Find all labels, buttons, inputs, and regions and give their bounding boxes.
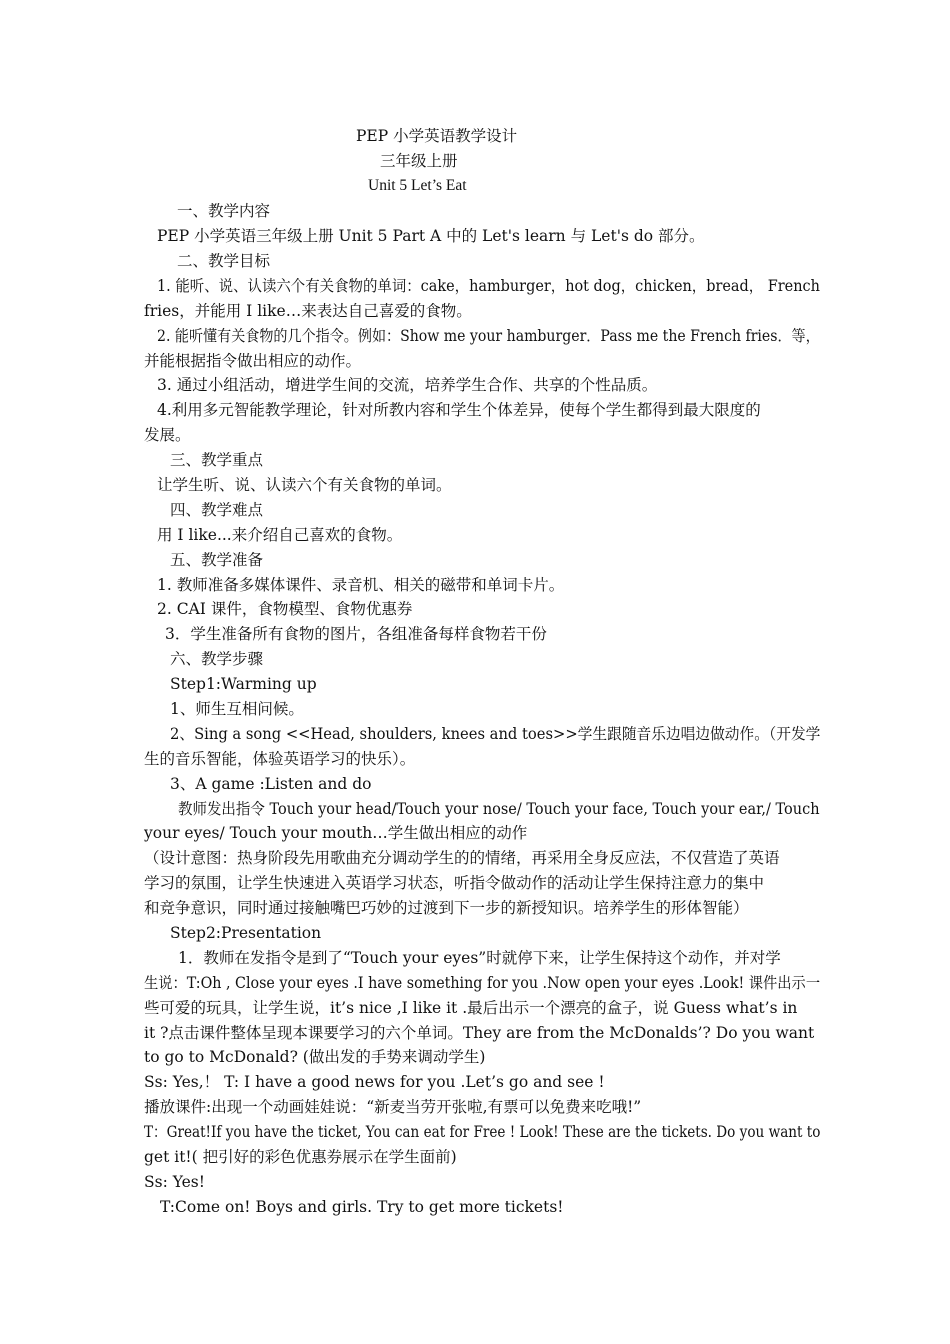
body-line: 生说：T:Oh , Close your eyes .I have something for you .Now open your eyes .Look! 课件出示一 [144,974,821,992]
body-line: 并能根据指令做出相应的动作。 [144,352,362,370]
body-line: your eyes/ Touch your mouth…学生做出相应的动作 [144,824,528,842]
design-note-line: 和竞争意识，同时通过接触嘴巴巧妙的过渡到下一步的新授知识。培养学生的形体智能） [144,899,749,917]
body-line: 些可爱的玩具，让学生说，it’s nice ,I like it .最后出示一个漂亮的盒子，说 Guess what’s in [144,999,798,1017]
body-line: 让学生听、说、认读六个有关食物的单词。 [157,476,452,494]
body-line: 用 I like...来介绍自己喜欢的食物。 [157,526,403,544]
unit-title: Unit 5 Let’s Eat [368,177,467,194]
body-line: 播放课件:出现一个动画娃娃说：“新麦当劳开张啦,有票可以免费来吃哦!” [144,1098,642,1116]
body-line: 生的音乐智能，体验英语学习的快乐）。 [144,750,416,768]
body-line: 1、师生互相问候。 [170,700,304,718]
body-line: 1. 教师准备多媒体课件、录音机、相关的磁带和单词卡片。 [157,576,565,594]
section-heading: 一、教学内容 [177,202,271,220]
design-note-line: （设计意图：热身阶段先用歌曲充分调动学生的的情绪，再采用全身反应法，不仅营造了英语 [144,849,780,867]
body-line: 发展。 [144,426,191,444]
body-line: 1. 能听、说、认读六个有关食物的单词：cake，hamburger，hot dog，chicken，bread， French [157,277,820,295]
dialogue-line: get it!( 把引好的彩色优惠券展示在学生面前) [144,1148,457,1166]
dialogue-line: T：Great!If you have the ticket, You can eat for Free ! Look! These are the tickets. Do you want to [144,1123,821,1141]
body-line: 2. CAI 课件，食物模型、食物优惠券 [157,600,413,618]
body-line: 2、Sing a song <<Head, shoulders, knees and toes>>学生跟随音乐边唱边做动作。（开发学 [170,725,821,743]
step-heading: Step2:Presentation [170,924,322,942]
body-line: 3. 通过小组活动，增进学生间的交流，培养学生合作、共享的个性品质。 [157,376,658,394]
dialogue-line: Ss: Yes,！ T: I have a good news for you .Let’s go and see ! [144,1073,605,1091]
body-line: 1．教师在发指令是到了“Touch your eyes”时就停下来，让学生保持这个动作，并对学 [178,949,781,967]
body-line: fries，并能用 I like…来表达自己喜爱的食物。 [144,302,472,320]
section-heading: 六、教学步骤 [170,650,264,668]
body-line: 3．学生准备所有食物的图片，各组准备每样食物若干份 [165,625,547,643]
body-line: it ?点击课件整体呈现本课要学习的六个单词。They are from the McDonalds’? Do you want [144,1024,815,1042]
section-heading: 四、教学难点 [170,501,264,519]
step-heading: Step1:Warming up [170,675,317,693]
dialogue-line: T:Come on! Boys and girls. Try to get more tickets! [160,1198,564,1216]
section-heading: 五、教学准备 [170,551,264,569]
document-subtitle: 三年级上册 [380,152,458,170]
body-line: to go to McDonald? (做出发的手势来调动学生) [144,1048,486,1066]
section-heading: 二、教学目标 [177,252,271,270]
body-line: 2. 能听懂有关食物的几个指令。例如：Show me your hamburger．Pass me the French fries．等， [157,327,820,345]
body-line: 3、A game :Listen and do [170,775,372,793]
dialogue-line: Ss: Yes! [144,1173,205,1191]
design-note-line: 学习的氛围，让学生快速进入英语学习状态，听指令做动作的活动让学生保持注意力的集中 [144,874,765,892]
body-line: 4.利用多元智能教学理论，针对所教内容和学生个体差异，使每个学生都得到最大限度的 [157,401,761,419]
section-heading: 三、教学重点 [170,451,264,469]
body-line: 教师发出指令 Touch your head/Touch your nose/ Touch your face, Touch your ear,/ Touch [178,800,820,818]
body-line: PEP 小学英语三年级上册 Unit 5 Part A 中的 Let's learn 与 Let's do 部分。 [157,227,705,245]
document-title: PEP 小学英语教学设计 [356,127,518,145]
